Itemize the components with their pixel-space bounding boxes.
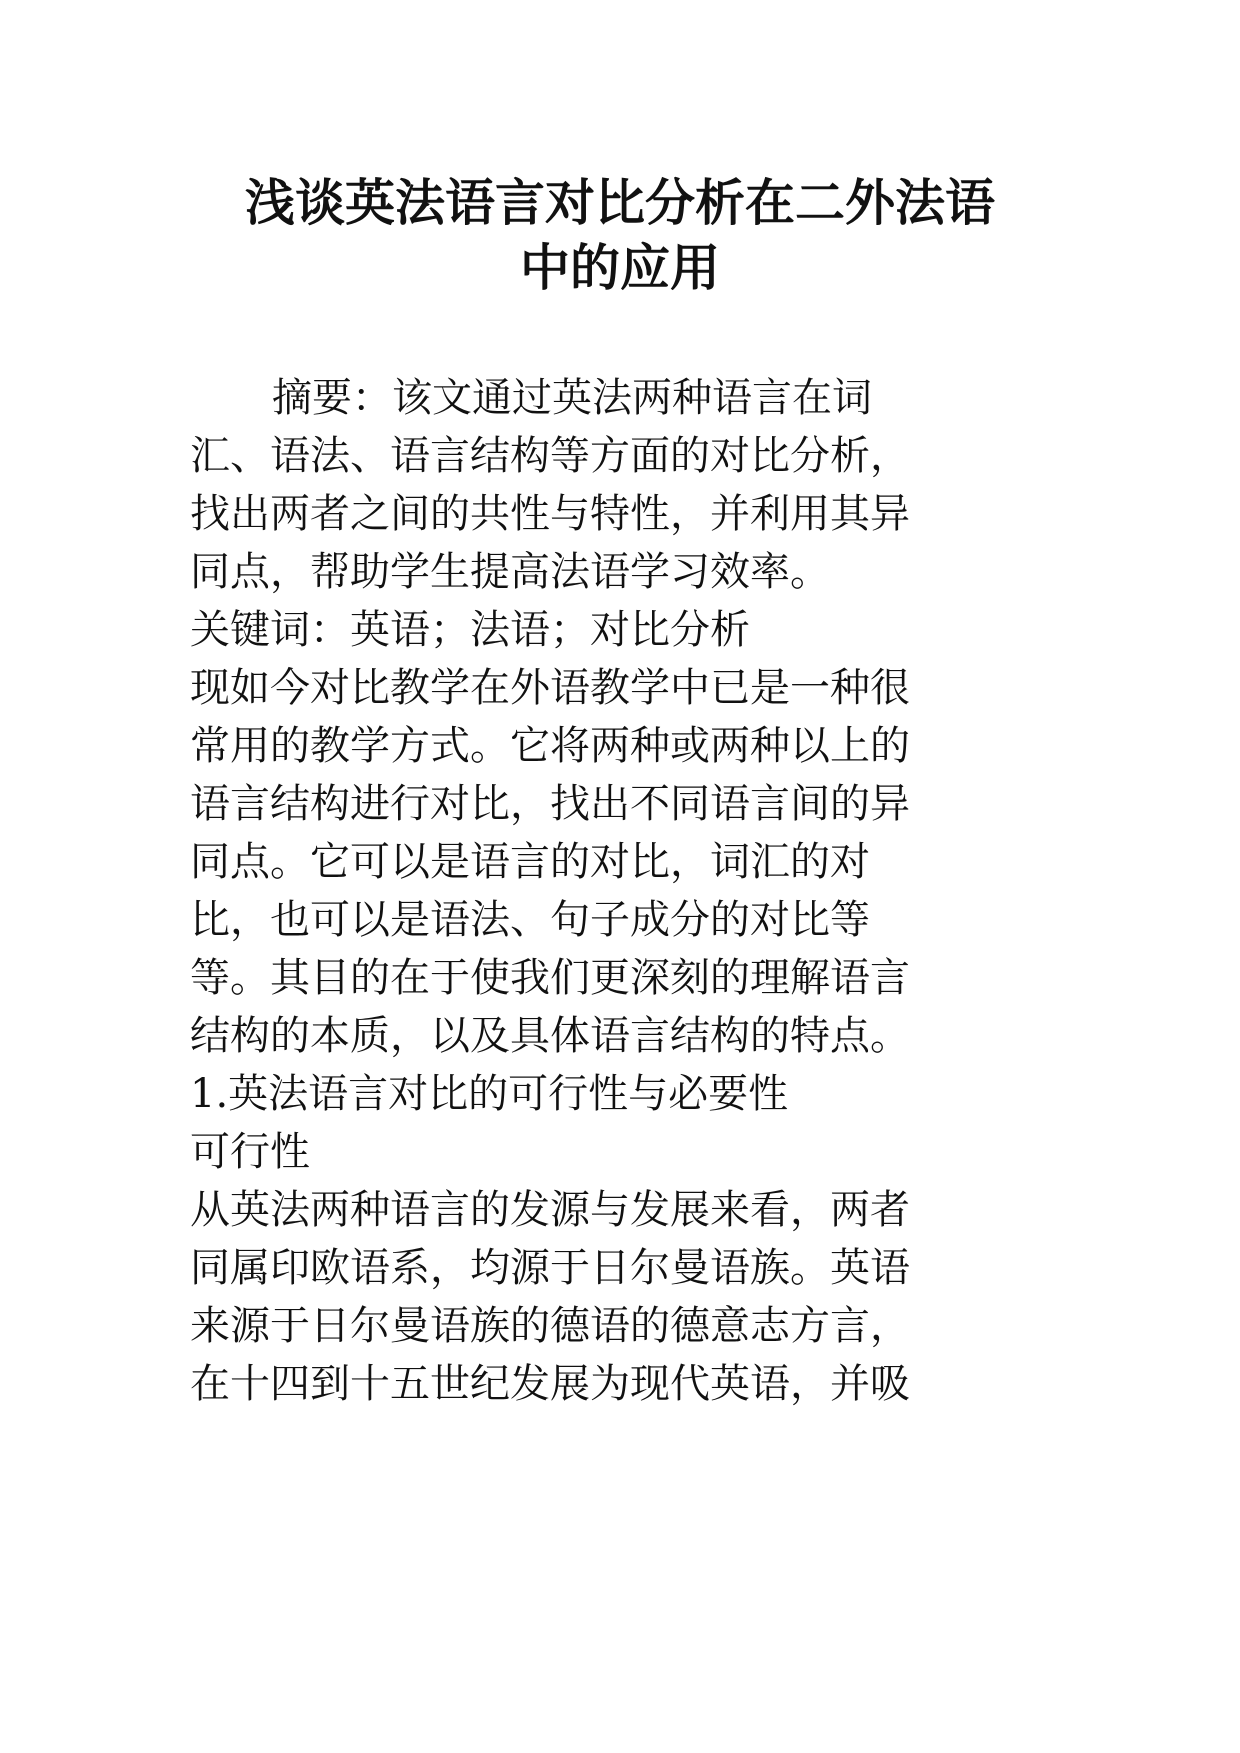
body-line-8: 从英法两种语言的发源与发展来看，两者 bbox=[190, 1187, 910, 1233]
abstract-line-4: 同点，帮助学生提高法语学习效率。 bbox=[190, 549, 830, 595]
abstract-line-2: 汇、语法、语言结构等方面的对比分析， bbox=[190, 433, 910, 479]
body-line-6: 等。其目的在于使我们更深刻的理解语言 bbox=[190, 955, 910, 1001]
body-line-1: 现如今对比教学在外语教学中已是一种很 bbox=[190, 665, 910, 711]
abstract-line-3: 找出两者之间的共性与特性，并利用其异 bbox=[190, 491, 910, 537]
body-line-4: 同点。它可以是语言的对比，词汇的对 bbox=[190, 839, 870, 885]
section-heading: 1.英法语言对比的可行性与必要性 bbox=[190, 1071, 789, 1117]
abstract-line-1: 摘要：该文通过英法两种语言在词 bbox=[272, 375, 872, 421]
keywords-line: 关键词：英语；法语；对比分析 bbox=[190, 607, 750, 653]
body-line-9: 同属印欧语系，均源于日尔曼语族。英语 bbox=[190, 1245, 910, 1291]
body-line-7: 结构的本质，以及具体语言结构的特点。 bbox=[190, 1013, 910, 1059]
body-line-11: 在十四到十五世纪发展为现代英语，并吸 bbox=[190, 1361, 910, 1407]
subsection-heading: 可行性 bbox=[190, 1129, 310, 1175]
body-line-10: 来源于日尔曼语族的德语的德意志方言， bbox=[190, 1303, 910, 1349]
body-line-3: 语言结构进行对比，找出不同语言间的异 bbox=[190, 781, 910, 827]
body-line-5: 比，也可以是语法、句子成分的对比等 bbox=[190, 897, 870, 943]
title-line-2: 中的应用 bbox=[520, 239, 720, 297]
body-line-2: 常用的教学方式。它将两种或两种以上的 bbox=[190, 723, 910, 769]
title-line-1: 浅谈英法语言对比分析在二外法语 bbox=[245, 174, 995, 232]
